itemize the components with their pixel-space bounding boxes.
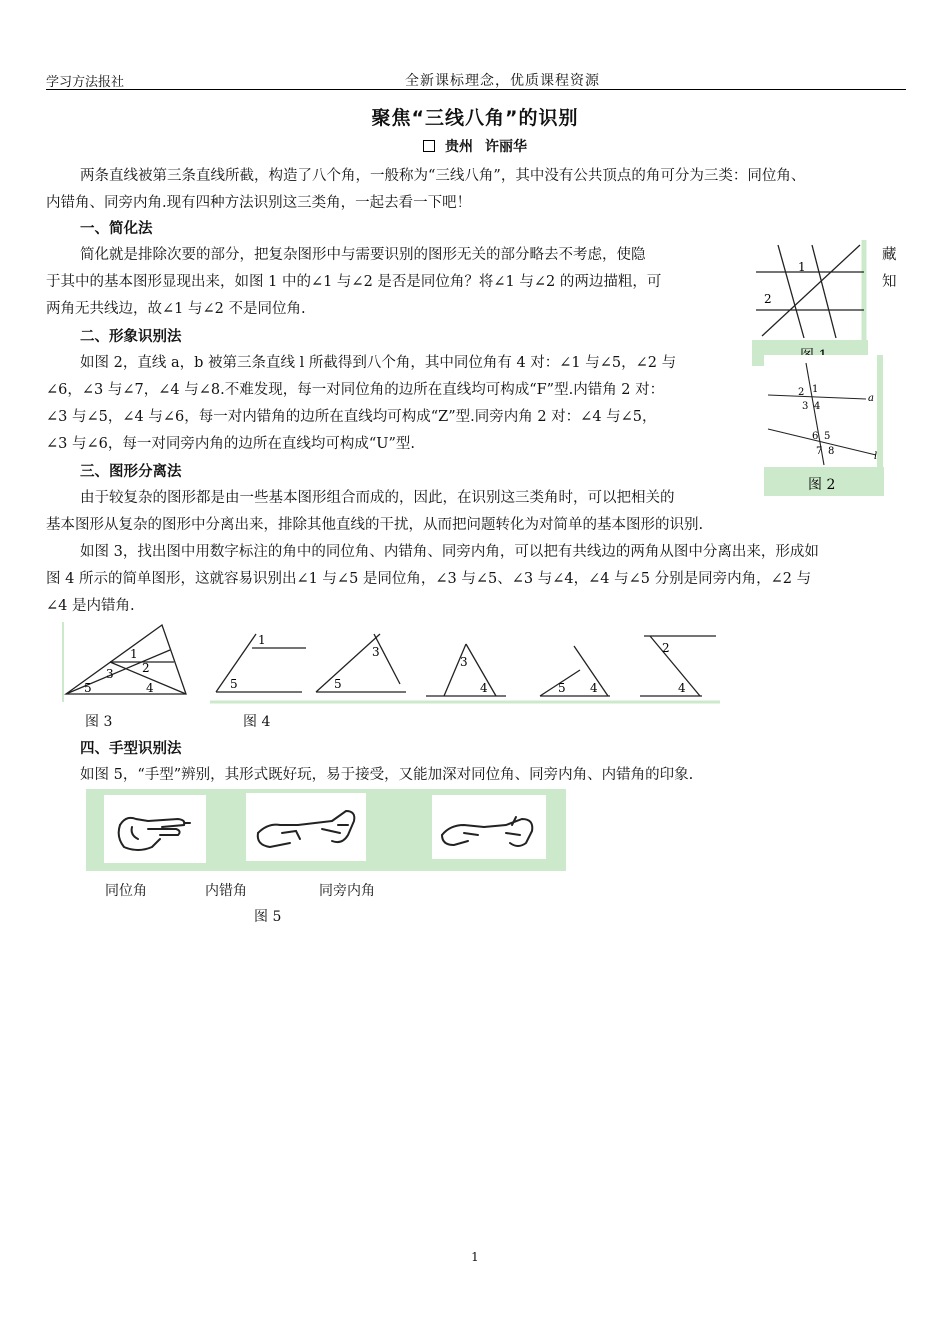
- figure-1: [752, 240, 868, 366]
- fig4-label: 4: [590, 681, 598, 695]
- section-heading-separation: 三、图形分离法: [80, 464, 182, 480]
- body-line: ∠3 与∠6，每一对同旁内角的边所在直线均可构成“U”型.: [46, 436, 416, 452]
- author-line: [0, 136, 950, 156]
- fig4-label: 4: [678, 681, 686, 695]
- hand-label-corresponding: 同位角: [105, 883, 147, 899]
- fig2-caption: 图 2: [808, 477, 836, 493]
- fig3-label: 4: [146, 681, 154, 695]
- fig4-label: 5: [230, 677, 238, 691]
- fig2-label: 7: [816, 446, 823, 457]
- fig3-label: 2: [142, 661, 150, 675]
- hand-label-same-side: 同旁内角: [319, 883, 375, 899]
- fig3-label: 1: [130, 647, 138, 661]
- fig4-label: 4: [480, 681, 488, 695]
- figure-2: [764, 355, 884, 496]
- fig3-label: 5: [84, 681, 92, 695]
- fig2-label: 6: [812, 431, 819, 442]
- header-rule: [46, 89, 906, 90]
- fig4-label: 3: [460, 655, 468, 669]
- fig3-caption: 图 3: [85, 714, 113, 730]
- body-line: 于其中的基本图形显现出来，如图 1 中的∠1 与∠2 是否是同位角？将∠1 与∠2 的两边描粗，可: [46, 274, 662, 290]
- fig2-label: a: [868, 393, 874, 404]
- body-line: 两角无共线边，故∠1 与∠2 不是同位角.: [46, 301, 306, 317]
- fig5-caption: 图 5: [254, 909, 282, 925]
- fig2-label: 5: [824, 431, 831, 442]
- body-line: ∠4 是内错角.: [46, 598, 135, 614]
- fig4-label: 2: [662, 641, 670, 655]
- body-line: ∠3 与∠5，∠4 与∠6，每一对内错角的边所在直线均可构成“Z”型.同旁内角 2 对：∠4 与∠5，: [46, 409, 657, 425]
- body-line: ∠6，∠3 与∠7，∠4 与∠8.不难发现，每一对同位角的边所在直线均可构成“F”型.内错角 2 对：: [46, 382, 665, 398]
- author-province: 贵州: [445, 139, 473, 155]
- fig1-label: 2: [764, 292, 772, 306]
- section-heading-hand: 四、手型识别法: [80, 741, 182, 757]
- page-number: 1: [471, 1250, 479, 1264]
- fig2-label: 2: [798, 387, 805, 398]
- fig3-label: 3: [106, 667, 114, 681]
- square-bullet-icon: [423, 140, 435, 152]
- fig4-label: 5: [558, 681, 566, 695]
- fig4-label: 1: [258, 633, 266, 647]
- side-char: 知: [882, 274, 897, 290]
- fig2-label: l: [874, 451, 878, 462]
- fig1-label: 1: [798, 260, 806, 274]
- fig4-label: 5: [334, 677, 342, 691]
- intro-line: 内错角、同旁内角.现有四种方法识别这三类角，一起去看一下吧！: [46, 195, 472, 211]
- page-title: 聚焦“三线八角”的识别: [371, 107, 579, 129]
- header-slogan: 全新课标理念，优质课程资源: [405, 73, 600, 89]
- body-line: 如图 2，直线 a，b 被第三条直线 l 所截得到八个角，其中同位角有 4 对：∠1 与∠5，∠2 与: [80, 355, 677, 371]
- section-heading-shape: 二、形象识别法: [80, 329, 182, 345]
- body-line: 图 4 所示的简单图形，这就容易识别出∠1 与∠5 是同位角，∠3 与∠5、∠3 与∠4，∠4 与∠5 分别是同旁内角，∠2 与: [46, 571, 812, 587]
- fig4-label: 3: [372, 645, 380, 659]
- body-line: 由于较复杂的图形都是由一些基本图形组合而成的，因此，在识别这三类角时，可以把相关的: [80, 490, 675, 506]
- fig2-label: 4: [814, 401, 821, 412]
- hand-label-alternate: 内错角: [205, 883, 247, 899]
- body-line: 基本图形从复杂的图形中分离出来，排除其他直线的干扰，从而把问题转化为对简单的基本图形的识别.: [46, 517, 704, 533]
- figure-5: [86, 789, 566, 871]
- section-heading-simplify: 一、简化法: [80, 221, 153, 237]
- figure-3: [62, 622, 192, 704]
- fig2-label: 8: [828, 446, 835, 457]
- body-line: 如图 5，“手型”辨别，其形式既好玩，易于接受，又能加深对同位角、同旁内角、内错角的印象.: [80, 767, 694, 783]
- header-publisher: 学习方法报社: [46, 75, 125, 90]
- body-line: 简化就是排除次要的部分，把复杂图形中与需要识别的图形无关的部分略去不考虑，使隐: [80, 247, 646, 263]
- intro-line: 两条直线被第三条直线所截，构造了八个角，一般称为“三线八角”，其中没有公共顶点的角可分为三类：同位角、: [80, 168, 806, 184]
- body-line: 如图 3，找出图中用数字标注的角中的同位角、内错角、同旁内角，可以把有共线边的两角从图中分离出来，形成如: [80, 544, 819, 560]
- fig2-label: 1: [812, 384, 819, 395]
- fig4-caption: 图 4: [243, 714, 271, 730]
- side-char: 藏: [882, 247, 897, 263]
- fig2-label: 3: [802, 401, 809, 412]
- author-name: 许丽华: [485, 139, 527, 155]
- figure-4: [210, 622, 722, 704]
